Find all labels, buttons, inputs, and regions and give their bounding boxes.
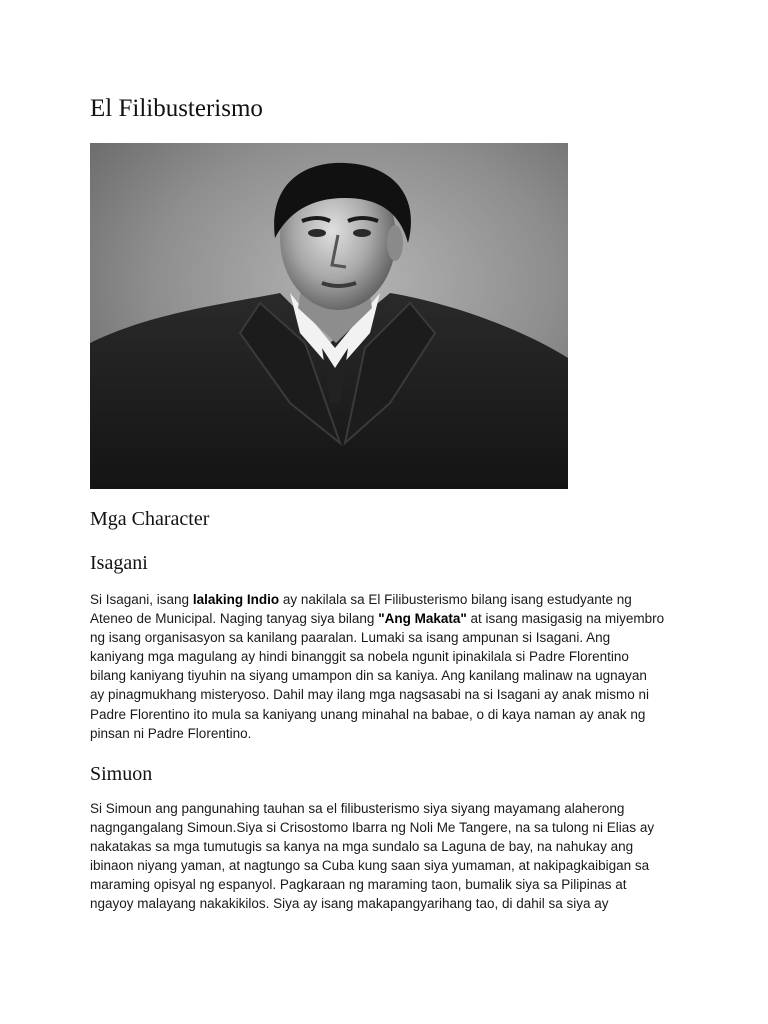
document-title: El Filibusterismo [90, 95, 263, 122]
paragraph-line: Padre Florentino ito mula sa kaniyang unang minahal na babae, o di kaya naman ay anak ng [90, 706, 646, 722]
paragraph-line: ng isang organisasyon sa kanilang paaralan. Lumaki sa isang ampunan si Isagani. Ang [90, 630, 611, 646]
simoun-heading: Simuon [90, 763, 153, 785]
bold-phrase: lalaking Indio [192, 592, 280, 607]
isagani-paragraph [90, 590, 690, 743]
portrait-image [90, 143, 568, 489]
paragraph-line: ngayoy malayang nakakikilos. Siya ay isang makapangyarihang tao, di dahil sa siya ay [90, 896, 609, 912]
paragraph-line: pinsan ni Padre Florentino. [90, 725, 252, 741]
paragraph-line: ibinaon niyang yaman, at nagtungo sa Cuba kung saan siya yumaman, at nakipagkaibigan sa [90, 858, 650, 874]
bold-phrase: "Ang Makata" [378, 611, 467, 627]
paragraph-line: kaniyang mga magulang ay hindi binanggit sa nobela ngunit ipinakilala si Padre Florentino [90, 649, 629, 665]
paragraph-line: ay pinagmukhang misteryoso. Dahil may ilang mga nagsasabi na si Isagani ay anak mismo ni [90, 687, 650, 703]
characters-heading: Mga Character [90, 508, 210, 530]
paragraph-line: nagngangalang Simoun.Siya si Crisostomo Ibarra ng Noli Me Tangere, na sa tulong ni Elias ay [90, 820, 655, 836]
paragraph-line: maraming opisyal ng espanyol. Pagkaraan ng maraming taon, bumalik siya sa Pilipinas at [90, 877, 627, 893]
portrait-photo-illustration [90, 143, 568, 489]
isagani-heading: Isagani [90, 552, 148, 574]
paragraph-line: Si Simoun ang pangunahing tauhan sa el filibusterismo siya siyang mayamang alaherong [90, 801, 625, 816]
paragraph-line: Ateneo de Municipal. Naging tanyag siya bilang "Ang Makata" at isang masigasig na miyembro [90, 611, 665, 627]
simoun-paragraph [90, 799, 690, 914]
paragraph-line: Si Isagani, isang lalaking Indio ay nakilala sa El Filibusterismo bilang isang estudyante ng [90, 592, 632, 607]
paragraph-line: bilang kaniyang tiyuhin na siyang umampon din sa kaniya. Ang kanilang malinaw na ugnayan [90, 668, 647, 684]
paragraph-line: nakatakas sa mga tumutugis sa kanya na mga sundalo sa Laguna de bay, na nahukay ang [90, 839, 634, 855]
